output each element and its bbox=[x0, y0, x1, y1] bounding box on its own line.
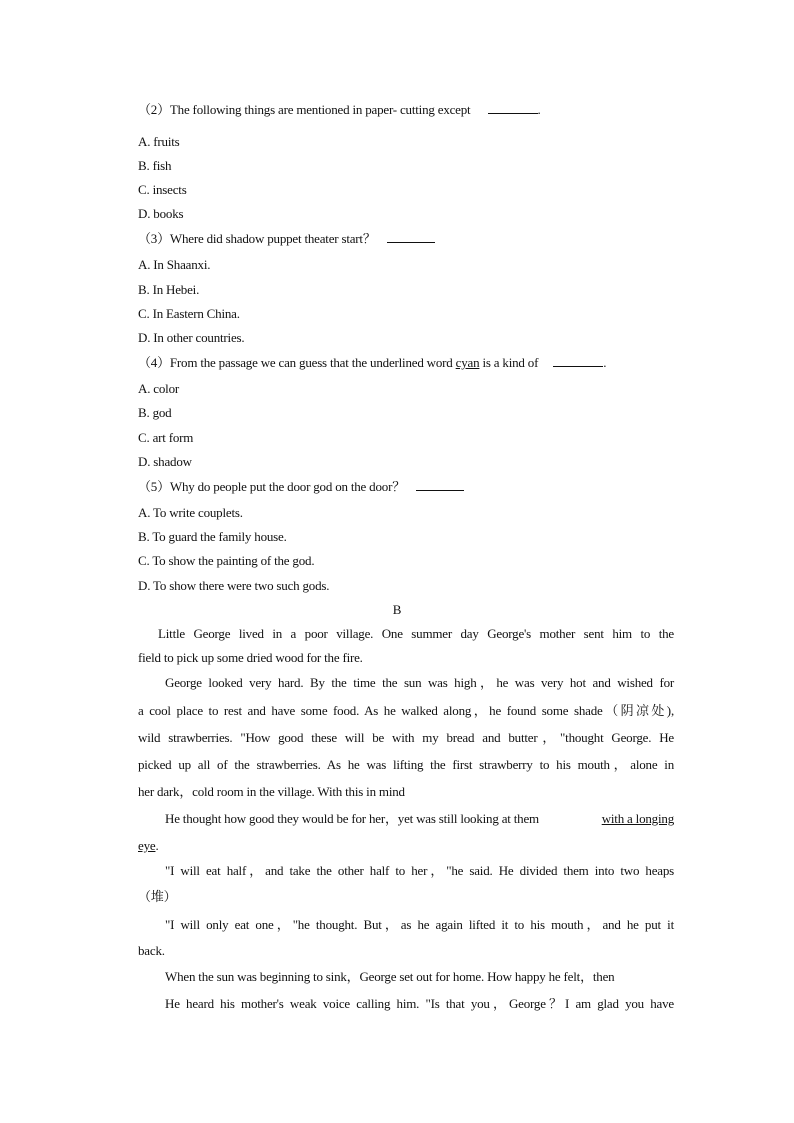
paragraph-2-line-1: George looked very hard. By the time the sun was high，he was very hot and wished for bbox=[165, 675, 674, 690]
option-c: C. insects bbox=[138, 182, 187, 197]
question-3-text: （3）Where did shadow puppet theater start？ bbox=[138, 231, 376, 246]
option-a: A. To write couplets. bbox=[138, 505, 243, 520]
question-4-text-a: （4）From the passage we can guess that the underlined word bbox=[138, 355, 453, 370]
paragraph-5-line-2: back. bbox=[138, 943, 165, 958]
question-4-end: . bbox=[603, 355, 607, 370]
question-4-text-b: is a kind of bbox=[482, 355, 539, 370]
question-2-end: . bbox=[537, 102, 541, 117]
option-d: D. books bbox=[138, 206, 184, 221]
option-a: A. In Shaanxi. bbox=[138, 257, 211, 272]
paragraph-4-line-2: （堆） bbox=[138, 889, 177, 904]
paragraph-2-line-3: wild strawberries. "How good these will be with my bread and butter，"thought George. He bbox=[138, 730, 674, 745]
paragraph-3-line-2 bbox=[138, 838, 159, 854]
question-3-stem bbox=[138, 231, 435, 247]
paragraph-3-end: . bbox=[155, 838, 159, 853]
option-d: D. To show there were two such gods. bbox=[138, 578, 330, 593]
paragraph-2-line-5: her dark，cold room in the village. With this in mind bbox=[138, 784, 405, 799]
question-2-stem bbox=[138, 102, 541, 118]
underlined-word: cyan bbox=[455, 355, 480, 370]
option-b: B. god bbox=[138, 405, 172, 420]
paragraph-1-line-2: field to pick up some dried wood for the fire. bbox=[138, 650, 363, 665]
option-b: B. fish bbox=[138, 158, 172, 173]
answer-blank bbox=[387, 231, 435, 243]
underlined-phrase: with a longing bbox=[601, 811, 674, 826]
paragraph-6-line-1: When the sun was beginning to sink，George set out for home. How happy he felt，then bbox=[165, 969, 615, 984]
paragraph-1-line-1: Little George lived in a poor village. One summer day George's mother sent him to the bbox=[158, 626, 674, 641]
paragraph-2-line-2: a cool place to rest and have some food. As he walked along，he found some shade（阴凉处), bbox=[138, 703, 674, 718]
option-c: C. To show the painting of the god. bbox=[138, 553, 315, 568]
question-4-stem bbox=[138, 355, 606, 371]
underlined-phrase-end: eye bbox=[138, 838, 156, 853]
paragraph-3-text: He thought how good they would be for her，yet was still looking at them bbox=[165, 811, 539, 826]
question-5-stem bbox=[138, 479, 464, 495]
option-c: C. art form bbox=[138, 430, 194, 445]
paragraph-5-line-1: "I will only eat one，"he thought. But，as he again lifted it to his mouth，and he put it bbox=[165, 917, 674, 932]
option-a: A. fruits bbox=[138, 134, 180, 149]
option-b: B. To guard the family house. bbox=[138, 529, 287, 544]
answer-blank bbox=[553, 355, 603, 367]
paragraph-3-line-1 bbox=[165, 811, 674, 827]
answer-blank bbox=[416, 479, 464, 491]
paragraph-7-line-1: He heard his mother's weak voice calling him. "Is that you，George？I am glad you have bbox=[165, 996, 674, 1011]
paragraph-2-line-4: picked up all of the strawberries. As he was lifting the first strawberry to his mouth，alone in bbox=[138, 757, 674, 772]
option-b: B. In Hebei. bbox=[138, 282, 200, 297]
option-c: C. In Eastern China. bbox=[138, 306, 240, 321]
answer-blank bbox=[488, 102, 538, 114]
option-d: D. In other countries. bbox=[138, 330, 245, 345]
paragraph-4-line-1: "I will eat half，and take the other half to her，"he said. He divided them into two heaps bbox=[165, 863, 674, 878]
option-d: D. shadow bbox=[138, 454, 192, 469]
section-heading: B bbox=[392, 602, 402, 617]
option-a: A. color bbox=[138, 381, 179, 396]
question-2-text: （2）The following things are mentioned in paper- cutting except bbox=[138, 102, 471, 117]
question-5-text: （5）Why do people put the door god on the door？ bbox=[138, 479, 406, 494]
